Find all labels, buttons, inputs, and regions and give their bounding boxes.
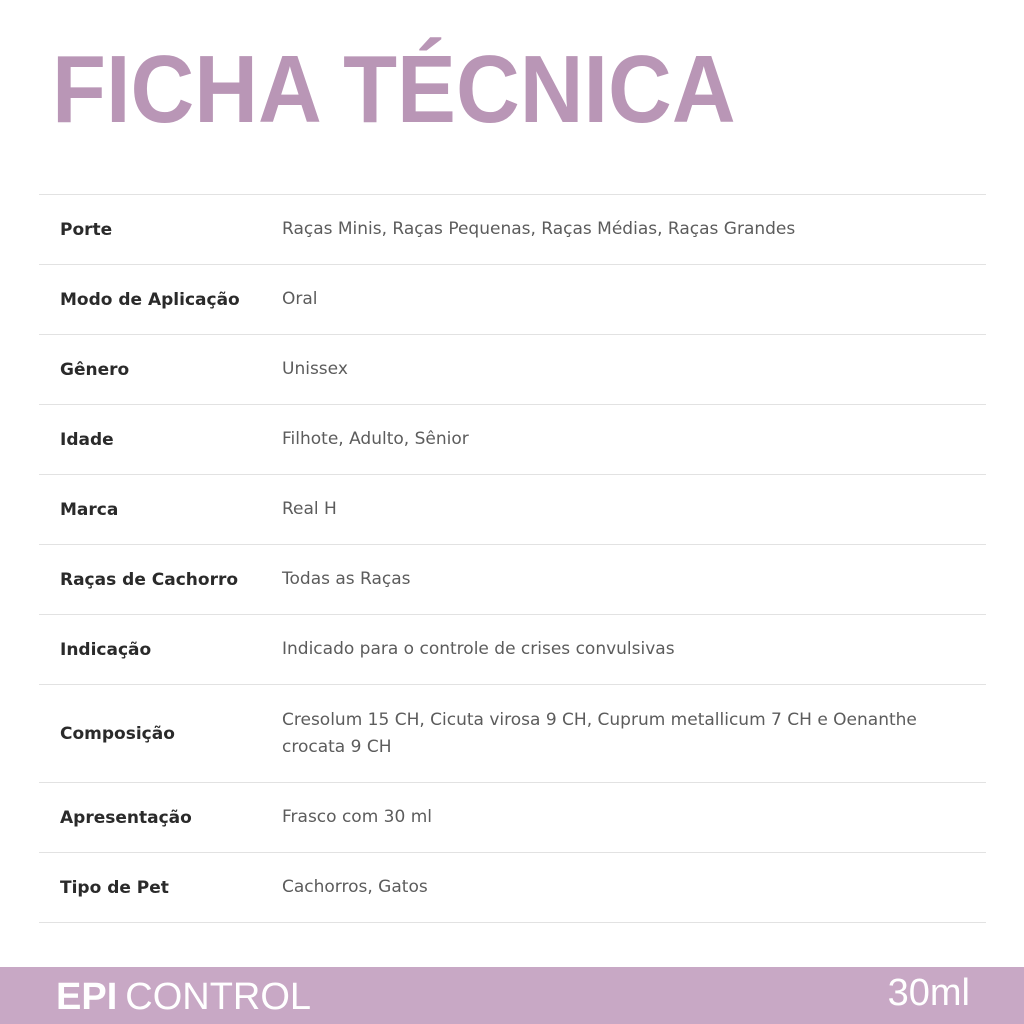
spec-row-tipo-de-pet bbox=[39, 853, 986, 923]
spec-row-idade bbox=[39, 405, 986, 475]
spec-label: Gênero bbox=[60, 359, 130, 380]
spec-label: Tipo de Pet bbox=[60, 877, 169, 898]
spec-label: Composição bbox=[60, 723, 175, 744]
spec-label: Porte bbox=[60, 219, 113, 240]
spec-row-porte bbox=[39, 195, 986, 265]
spec-row-genero bbox=[39, 335, 986, 405]
spec-value: Filhote, Adulto, Sênior bbox=[282, 429, 469, 449]
spec-value: Indicado para o controle de crises convulsivas bbox=[282, 639, 675, 659]
spec-label: Indicação bbox=[60, 639, 152, 660]
spec-value: Todas as Raças bbox=[282, 569, 411, 589]
spec-label: Marca bbox=[60, 499, 119, 520]
spec-value: Real H bbox=[282, 499, 337, 519]
spec-label: Apresentação bbox=[60, 807, 192, 828]
spec-table bbox=[39, 194, 986, 923]
brand-name-bold: EPI bbox=[56, 976, 118, 1018]
spec-row-marca bbox=[39, 475, 986, 545]
spec-label: Modo de Aplicação bbox=[60, 289, 240, 310]
page-title: FICHA TÉCNICA bbox=[52, 36, 736, 143]
product-volume: 30ml bbox=[887, 972, 970, 1014]
spec-value: Frasco com 30 ml bbox=[282, 807, 432, 827]
spec-row-composicao bbox=[39, 685, 986, 783]
footer-banner bbox=[0, 967, 1024, 1024]
spec-row-indicacao bbox=[39, 615, 986, 685]
spec-value: Unissex bbox=[282, 359, 348, 379]
spec-row-modo-de-aplicacao bbox=[39, 265, 986, 335]
spec-label: Raças de Cachorro bbox=[60, 569, 239, 590]
brand-name-light: CONTROL bbox=[125, 976, 312, 1018]
spec-row-racas-de-cachorro bbox=[39, 545, 986, 615]
product-brand-name bbox=[56, 975, 311, 1019]
spec-row-apresentacao bbox=[39, 783, 986, 853]
spec-value: Cachorros, Gatos bbox=[282, 877, 428, 897]
spec-value: Raças Minis, Raças Pequenas, Raças Médias, Raças Grandes bbox=[282, 219, 796, 239]
spec-value: Cresolum 15 CH, Cicuta virosa 9 CH, Cuprum metallicum 7 CH e Oenanthe crocata 9 CH bbox=[282, 709, 917, 757]
spec-value: Oral bbox=[282, 289, 318, 309]
spec-label: Idade bbox=[60, 429, 114, 450]
